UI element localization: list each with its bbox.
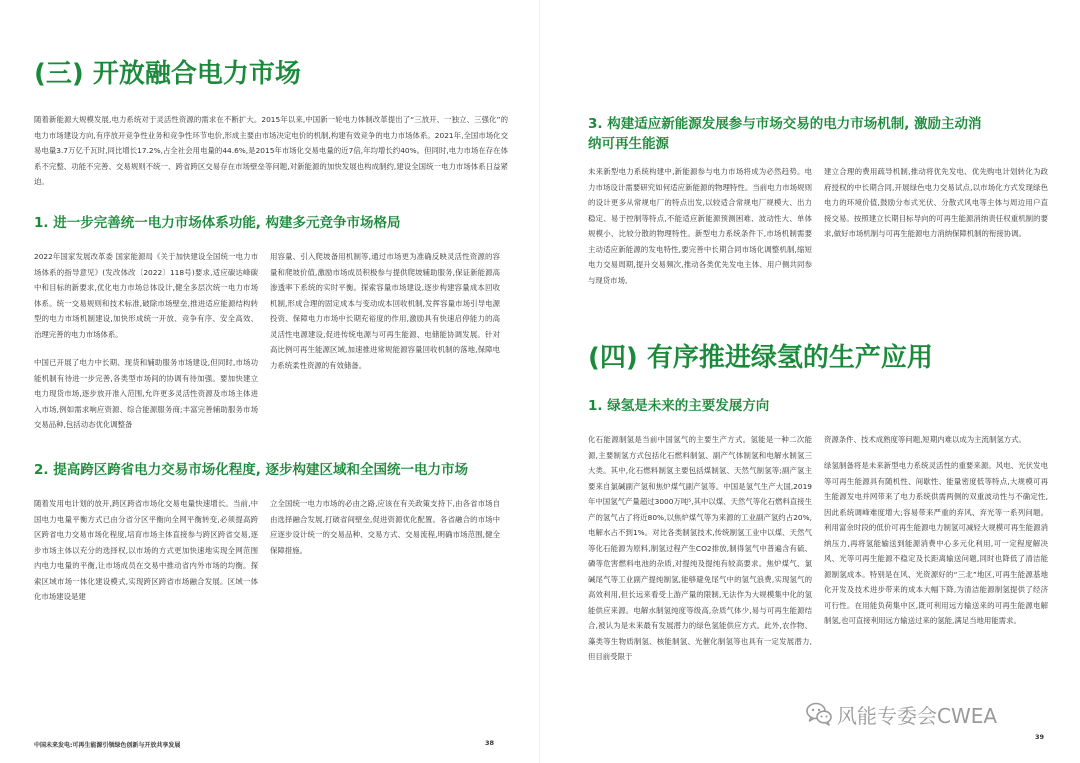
para-2a: 随着发用电计划的放开,跨区跨省市场化交易电量快速增长。当前,中国电力电量平衡方式已由分省分区平衡向全网平衡转变,必须提高跨区跨省电力交易市场化程度,培育市场主体直接参与跨区跨省交易,逐步市场主体以充分的选择权,以市场的方式更加快速地实现全网范围内电力电量的平衡,让市场成员在交易中推动省内外市场的均衡。探索区域市场一体化建设模式,实现跨区跨省市场融合发展。区域一体化市场建设是建 [34, 499, 258, 601]
watermark-text: 风能专委会CWEA [837, 703, 998, 728]
footer-report-title: 中国未来发电:可再生能源引领绿色创新与开放共享发展 [34, 742, 181, 749]
wechat-icon [805, 700, 833, 728]
para-4c: 绿氢制备将是未来新型电力系统灵活性的重要来源。风电、光伏发电等可再生能源具有随机性、间歇性、能量密度低等特点,大规模可再生能源发电并网带来了电力系统供需两侧的双重波动性与不确定性,因此系统调峰难度增大;容易带来严重的弃风、弃光等一系列问题。利用富余时段的低价可再生能源电力制氢可减轻大规模可再生能源消纳压力,再将氢能输送到能源消费中心多元化利用,可一定程度解决风、光等可再生能源不稳定及长距离输送问题,同时也降低了清洁能源制氢成本。特别是在风、光资源好的“三北”地区,可再生能源基地化开发及技术进步带来的成本大幅下降,为清洁能源制氢提供了经济可行性。在用能负荷集中区,既可利用远方输送来的可再生能源电解制氢,也可直接利用远方输送过来的氢能,满足当地用能需求。 [824, 461, 1048, 625]
intro-paragraph: 随着新能源大规模发展,电力系统对于灵活性资源的需求在不断扩大。2015年以来,中国新一轮电力体制改革提出了“三放开、一独立、三强化”的电力市场建设方向,有序放开竞争性业务和竞争性环节电价,形成主要由市场决定电价的机制,构建有效竞争的电力市场体系。2021年,全国市场化交易电量3.7万亿千瓦时,同比增长17.2%,占全社会用电量的44.6%,是2015年市场化交易电量的近7倍,年均增长约40%。但同时,电力市场在存在体系不完整、功能不完善、交易规则不统一、跨省跨区交易存在市场壁垒等问题,对新能源的加快发展也构成制约,建设全国统一电力市场体系日益紧迫。 [34, 115, 508, 186]
para-4a: 化石能源制氢是当前中国氢气的主要生产方式。氢能是一种二次能源,主要制氢方式包括化石燃料制氢、副产气体制氢和电解水制氢三大类。其中,化石燃料制氢主要包括煤制氢、天然气制氢等;副产氢主要来自氯碱副产氢和焦炉煤气副产氢等。中国是氢气生产大国,2019年中国氢气产量超过3000万吨⁵,其中以煤、天然气等化石燃料直接生产的氢气占了将近80%,以焦炉煤气等为来源的工业副产氢约占20%,电解水占不到1%。对比各类制氢技术,传统制氢工业中以煤、天然气等化石能源为原料,制氢过程产生CO2排放,制得氢气中普遍含有硫、磷等危害燃料电池的杂质,对提纯及提纯有较高要求。焦炉煤气、氯碱尾气等工业副产提纯制氢,能够避免尾气中的氢气浪费,实现氢气的高效利用,但长远来看受上游产量的限制,无法作为大规模集中化的氢能供应来源。电解水制氢纯度等级高,杂质气体少,易与可再生能源结合,被认为是未来最有发展潜力的绿色氢能供应方式。此外,农作物、藻类等生物质制氢、核能制氢、光催化制氢等也具有一定发展潜力,但目前受限于 [588, 435, 812, 661]
subheading-2-cross-regional: 2. 提高跨区跨省电力交易市场化程度, 逐步构建区域和全国统一电力市场 [34, 462, 469, 478]
subheading-1-green-hydrogen: 1. 绿氢是未来的主要发展方向 [588, 398, 770, 414]
section-title-green-hydrogen: (四) 有序推进绿氢的生产应用 [588, 343, 933, 373]
watermark [805, 700, 997, 728]
section-title-open-power-market: (三) 开放融合电力市场 [34, 59, 301, 89]
para-3a: 未来新型电力系统构建中,新能源参与电力市场将成为必然趋势。电力市场设计需要研究如何适应新能源的物理特性。当前电力市场规则的设计更多从常规电厂的特点出发,以较适合常规电厂规模大、出力稳定、易于控制等特点,不能适应新能源预测困难、波动性大、单体规模小、比较分散的物理特性。新型电力系统条件下,市场机制需要主动适应新能源的发电特性,要完善中长期合同市场化调整机制,缩短电力交易周期,提升交易频次,推动各类优先发电主体、用户侧共同参与现货市场, [588, 167, 812, 285]
page-number-left: 38 [485, 739, 495, 747]
page-number-right: 39 [1035, 733, 1045, 741]
right-page [540, 0, 1080, 763]
para-2b: 立全国统一电力市场的必由之路,应该在有关政策支持下,由各省市场自由选择融合发展,打破省间壁垒,促进资源优化配置。各省融合的市场中应逐步设计统一的交易品种、交易方式、交易流程,明确市场范围,健全保障措施。 [270, 499, 500, 555]
subheading-1-unified-market: 1. 进一步完善统一电力市场体系功能, 构建多元竞争市场格局 [34, 215, 401, 231]
para-4b: 资源条件、技术成熟度等问题,短期内难以成为主流制氢方式。 [824, 435, 1026, 444]
para-1a: 2022年国家发展改革委 国家能源局《关于加快建设全国统一电力市场体系的指导意见》(发改体改〔2022〕118号)要求,适应碳达峰碳中和目标的新要求,优化电力市场总体设计,健全多层次统一电力市场体系。统一交易规则和技术标准,破除市场壁垒,推进适应能源结构转型的电力市场机制建设,加快形成统一开放、竞争有序、安全高效、治理完善的电力市场体系。 [34, 252, 258, 339]
para-1c: 用容量、引入爬坡备用机制等,通过市场更为准确反映灵活性资源的容量和爬坡价值,激励市场成员积极参与提供爬坡辅助服务,保证新能源高渗透率下系统的实时平衡。探索容量市场建设,逐步构建容量成本回收机制,形成合理的固定成本与变动成本回收机制,发挥容量市场引导电源投资、保障电力市场中长期充裕度的作用,激励具有快速启停能力的高灵活性电源建设,促进传统电源与可再生能源、电储能协调发展。针对高比例可再生能源区域,加速推进常规能源容量回收机制的落地,保障电力系统柔性资源的有效储备。 [270, 252, 500, 370]
subheading-3-market-mechanism: 3. 构建适应新能源发展参与市场交易的电力市场机制, 激励主动消纳可再生能源 [588, 116, 982, 152]
para-1b: 中国已开展了电力中长期、现货和辅助服务市场建设,但同时,市场功能机制有待进一步完善,各类型市场间的协调有待加强。要加快建立电力现货市场,逐步放开准入范围,允许更多灵活性资源及市场主体进入市场,例如需求响应资源、综合能源服务商;丰富完善辅助服务市场交易品种,包括动态优化调整备 [34, 358, 258, 429]
para-3b: 建立合理的费用疏导机制,推动将优先发电、优先购电计划转化为政府授权的中长期合同,开展绿色电力交易试点,以市场化方式发现绿色电力的环境价值,鼓励分布式光伏、分散式风电等主体与周边用户直接交易。按照建立长期目标导向的可再生能源消纳责任权重机制的要求,做好市场机制与可再生能源电力消纳保障机制的衔接协调。 [824, 167, 1048, 238]
